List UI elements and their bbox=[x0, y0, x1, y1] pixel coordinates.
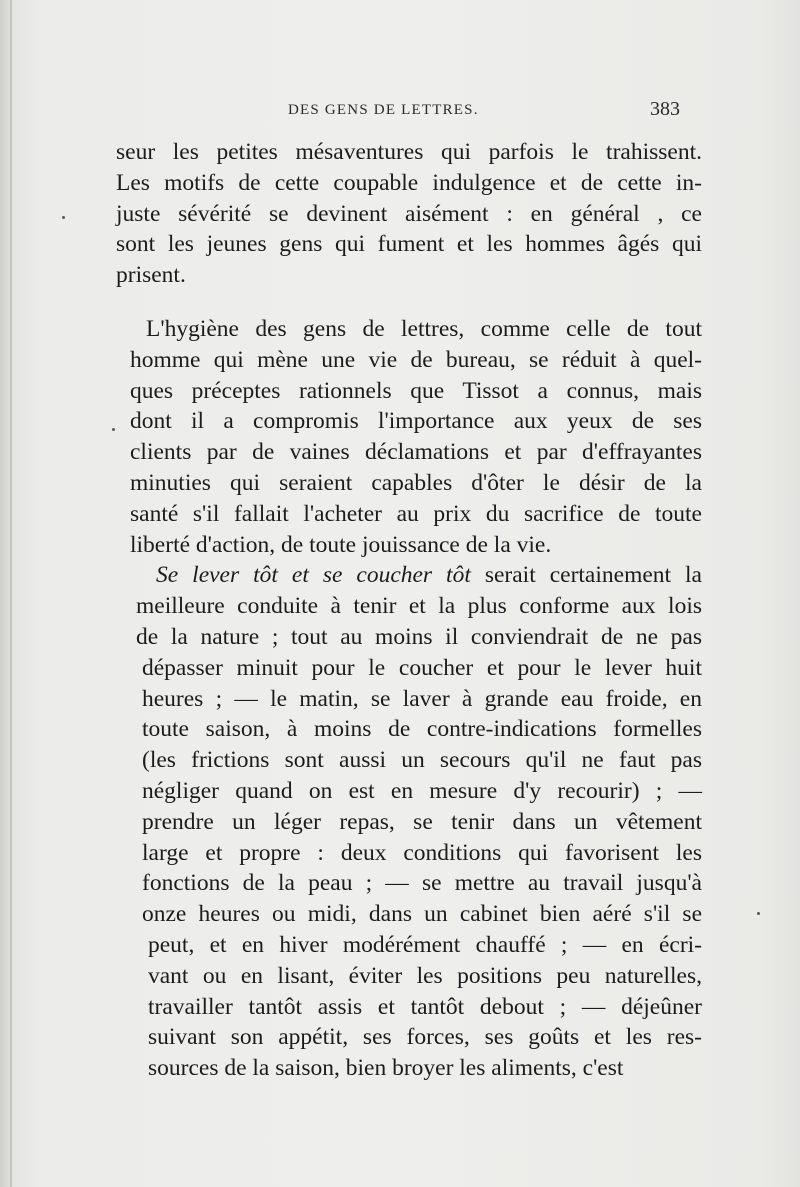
running-head bbox=[120, 96, 680, 126]
text-line: prendre un léger repas, se tenir dans un vêtement bbox=[142, 808, 702, 835]
body-text bbox=[116, 137, 702, 1084]
text-line: vant ou en lisant, éviter les positions peu naturelles, bbox=[148, 962, 702, 989]
paper-speck bbox=[62, 216, 65, 219]
text-line: prisent. bbox=[116, 262, 186, 289]
text-line: ques préceptes rationnels que Tissot a connus, mais bbox=[130, 377, 702, 404]
paragraph-break bbox=[116, 291, 702, 314]
text-line: Les motifs de cette coupable indulgence et de cette in- bbox=[116, 169, 702, 196]
text-line: minuties qui seraient capables d'ôter le désir de la bbox=[130, 469, 702, 496]
text-line: fonctions de la peau ; — se mettre au travail jusqu'à bbox=[142, 870, 702, 897]
text-line: sont les jeunes gens qui fument et les hommes âgés qui bbox=[116, 231, 702, 258]
text-line: liberté d'action, de toute jouissance de la vie. bbox=[130, 531, 552, 558]
text-line: juste sévérité se devinent aisément : en général , ce bbox=[116, 200, 702, 227]
page-number: 383 bbox=[650, 98, 680, 120]
text-line: clients par de vaines déclamations et par d'effrayantes bbox=[130, 439, 702, 466]
paper-speck bbox=[112, 428, 115, 431]
italic-phrase: Se lever tôt et se coucher tôt bbox=[156, 562, 471, 589]
text-line: dont il a compromis l'importance aux yeux de ses bbox=[130, 408, 702, 435]
text-line: dépasser minuit pour le coucher et pour le lever huit bbox=[142, 654, 702, 681]
running-title: DES GENS DE LETTRES. bbox=[288, 102, 479, 118]
text-line: homme qui mène une vie de bureau, se réduit à quel- bbox=[130, 346, 702, 373]
text-line: heures ; — le matin, se laver à grande eau froide, en bbox=[142, 685, 702, 712]
paper-speck bbox=[757, 912, 760, 915]
text-line: toute saison, à moins de contre-indications formelles bbox=[142, 716, 702, 743]
text-line: de la nature ; tout au moins il conviendrait de ne pas bbox=[136, 623, 702, 650]
text-line: L'hygiène des gens de lettres, comme celle de tout bbox=[146, 315, 702, 342]
text-line: travailler tantôt assis et tantôt debout ; — déjeûner bbox=[148, 993, 702, 1020]
text-line: (les frictions sont aussi un secours qu'il ne faut pas bbox=[142, 747, 702, 774]
text-line bbox=[116, 560, 702, 591]
text-line: sources de la saison, bien broyer les aliments, c'est bbox=[148, 1055, 624, 1082]
text-line: large et propre : deux conditions qui favorisent les bbox=[142, 839, 702, 866]
text-line: seur les petites mésaventures qui parfois le trahissent. bbox=[116, 139, 702, 165]
page-gutter bbox=[10, 0, 12, 1187]
text-line: meilleure conduite à tenir et la plus conforme aux lois bbox=[136, 593, 702, 620]
text-line: onze heures ou midi, dans un cabinet bien aéré s'il se bbox=[142, 901, 702, 928]
text-line: santé s'il fallait l'acheter au prix du sacrifice de toute bbox=[130, 500, 702, 527]
text-run: serait certainement la bbox=[470, 562, 702, 589]
text-line: peut, et en hiver modérément chauffé ; — en écri- bbox=[148, 931, 702, 958]
text-line: suivant son appétit, ses forces, ses goûts et les res- bbox=[148, 1024, 702, 1051]
text-line: négliger quand on est en mesure d'y recourir) ; — bbox=[142, 777, 702, 804]
